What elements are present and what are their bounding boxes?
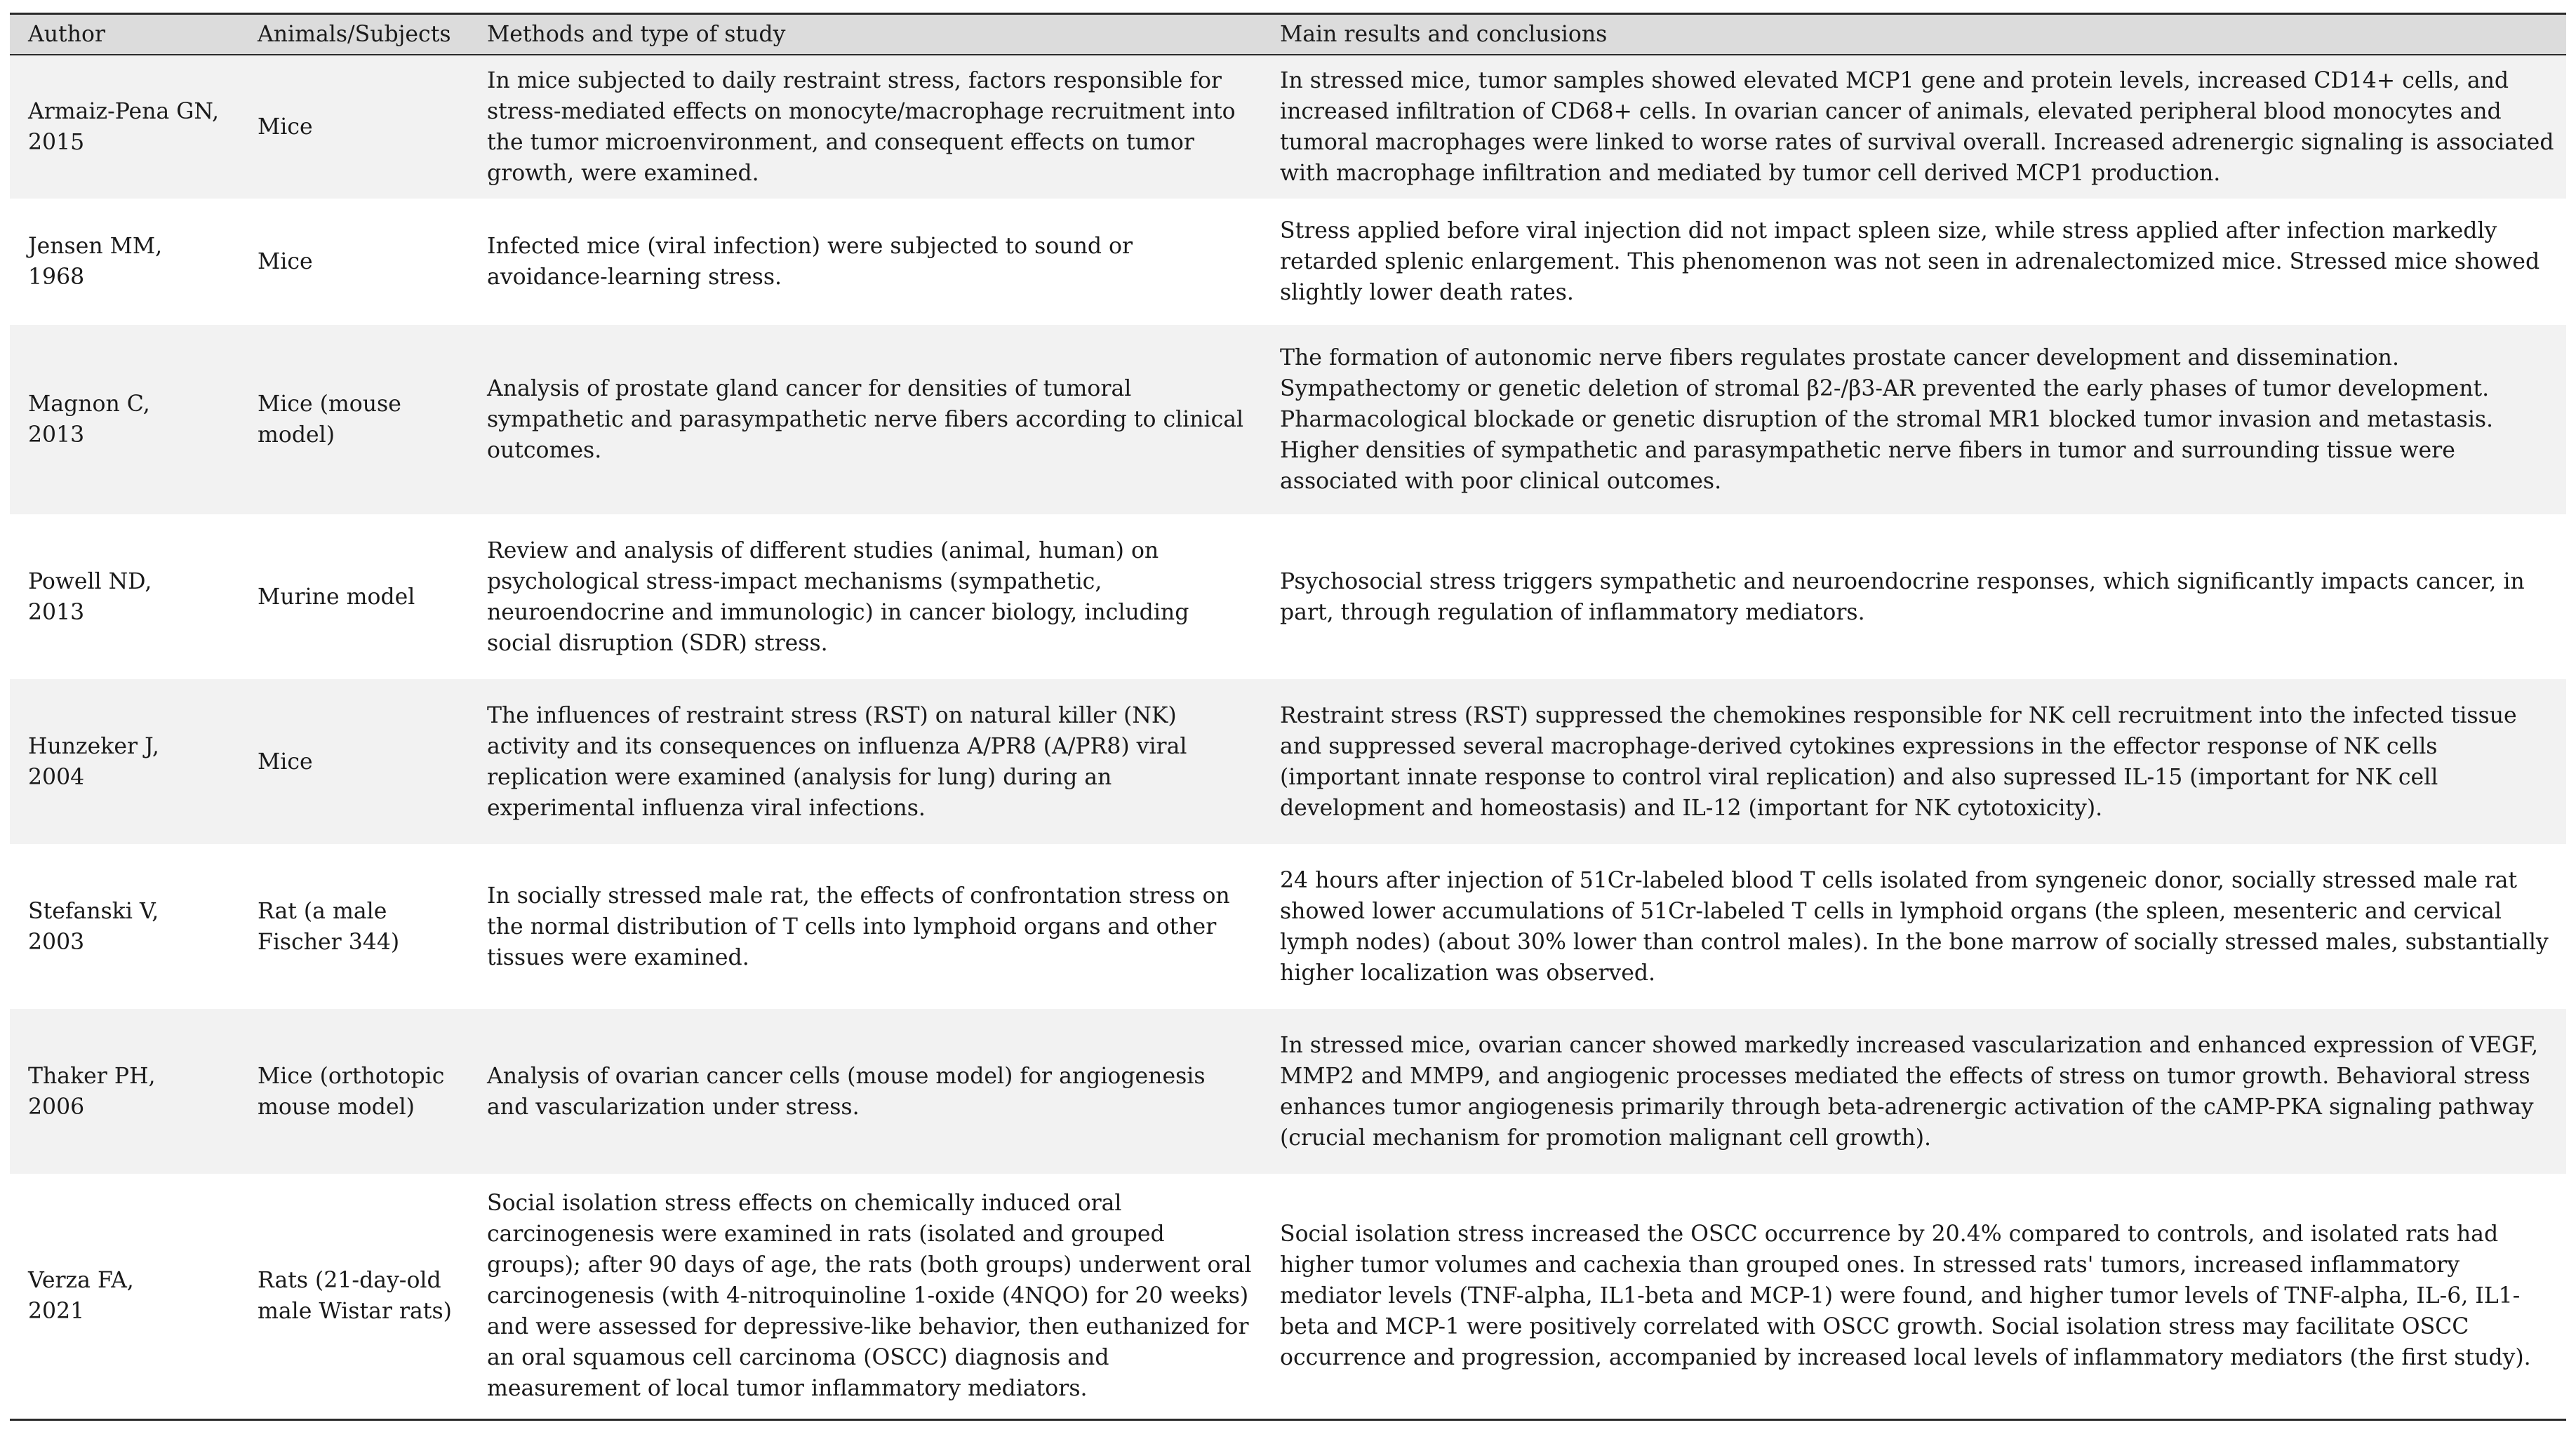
table-header (10, 14, 2566, 55)
author-name: Verza FA, (28, 1268, 134, 1294)
studies-table-container (10, 13, 2566, 1421)
cell-author (10, 844, 239, 1009)
header-subjects: Animals/Subjects (239, 14, 469, 55)
author-year: 2004 (28, 764, 85, 790)
cell-methods: Analysis of prostate gland cancer for densities of tumoral sympathetic and parasympathetic nerve fibers according to clinical outcomes. (487, 376, 1244, 463)
table-row (10, 1174, 2566, 1419)
author-name: Thaker PH, (28, 1063, 156, 1089)
table-row (10, 1009, 2566, 1174)
cell-methods: Review and analysis of different studies (animal, human) on psychological stress-impact mechanisms (sympathetic, neuroendocrine and immunologic) in cancer biology, including social disruption (SDR) stress. (487, 537, 1189, 656)
header-row (10, 14, 2566, 55)
cell-subjects: Mice (mouse model) (258, 392, 401, 448)
author-year: 2013 (28, 422, 85, 448)
cell-results: The formation of autonomic nerve fibers regulates prostate cancer development and dissemination. Sympathectomy or genetic deletion of stromal β2-/β3-AR prevented the early phases of tumor development. Pharmacological blockade or genetic disruption of the stromal MR1 blocked tumor invasion and metastasis. Higher densities of sympathetic and parasympathetic nerve fibers in tumor and surrounding tissue were associated with poor clinical outcomes. (1280, 345, 2494, 494)
author-name: Jensen MM, (28, 234, 163, 259)
cell-subjects: Mice (orthotopic mouse model) (258, 1063, 445, 1120)
cell-author (10, 679, 239, 844)
author-name: Hunzeker J, (28, 733, 159, 759)
cell-methods: In socially stressed male rat, the effects of confrontation stress on the normal distribution of T cells into lymphoid organs and other tissues were examined. (487, 883, 1230, 970)
author-name: Stefanski V, (28, 898, 159, 924)
cell-methods: Analysis of ovarian cancer cells (mouse model) for angiogenesis and vascularization under stress. (487, 1063, 1206, 1120)
studies-table (10, 13, 2566, 1421)
author-year: 2013 (28, 599, 85, 625)
table-row (10, 679, 2566, 844)
table-row (10, 844, 2566, 1009)
cell-methods: Infected mice (viral infection) were subjected to sound or avoidance-learning stress. (487, 234, 1133, 290)
cell-methods: The influences of restraint stress (RST) on natural killer (NK) activity and its consequences on influenza A/PR8 (A/PR8) viral replication were examined (analysis for lung) during an experimental influenza viral infections. (487, 702, 1187, 821)
cell-results: Stress applied before viral injection did not impact spleen size, while stress applied after infection markedly retarded splenic enlargement. This phenomenon was not seen in adrenalectomized mice. Stressed mice showed slightly lower death rates. (1280, 218, 2540, 305)
header-results: Main results and conclusions (1262, 14, 2566, 55)
table-row (10, 325, 2566, 514)
cell-results: In stressed mice, tumor samples showed elevated MCP1 gene and protein levels, increased CD14+ cells, and increased infiltration of CD68+ cells. In ovarian cancer of animals, elevated peripheral blood monocytes and tumoral macrophages were linked to worse rates of survival overall. Increased adrenergic signaling is associated with macrophage infiltration and mediated by tumor cell derived MCP1 production. (1280, 68, 2554, 186)
author-name: Magnon C, (28, 392, 150, 417)
cell-subjects: Mice (258, 249, 313, 274)
author-year: 1968 (28, 265, 85, 290)
cell-subjects: Mice (258, 749, 313, 775)
cell-author (10, 199, 239, 325)
author-year: 2021 (28, 1299, 85, 1325)
cell-results: 24 hours after injection of 51Cr-labeled blood T cells isolated from syngeneic donor, socially stressed male rat showed lower accumulations of 51Cr-labeled T cells in lymphoid organs (the spleen, mesenteric and cervical lymph nodes) (about 30% lower than control males). In the bone marrow of socially stressed males, substantially higher localization was observed. (1280, 867, 2549, 986)
author-name: Powell ND, (28, 568, 152, 594)
table-row (10, 55, 2566, 199)
table-row (10, 514, 2566, 679)
cell-subjects: Mice (258, 114, 313, 140)
author-name: Armaiz-Pena GN, (28, 99, 219, 124)
header-methods: Methods and type of study (469, 14, 1262, 55)
table-row (10, 199, 2566, 325)
cell-author (10, 325, 239, 514)
author-year: 2006 (28, 1094, 85, 1120)
author-year: 2015 (28, 130, 85, 155)
cell-methods: Social isolation stress effects on chemically induced oral carcinogenesis were examined in rats (isolated and grouped groups); after 90 days of age, the rats (both groups) underwent oral carcinogenesis (with 4-nitroquinoline 1-oxide (4NQO) for 20 weeks) and were assessed for depressive-like behavior, then euthanized for an oral squamous cell carcinoma (OSCC) diagnosis and measurement of local tumor inflammatory mediators. (469, 1174, 1262, 1419)
cell-results: In stressed mice, ovarian cancer showed markedly increased vascularization and enhanced expression of VEGF, MMP2 and MMP9, and angiogenic processes mediated the effects of stress on tumor growth. Behavioral stress enhances tumor angiogenesis primarily through beta-adrenergic activation of the cAMP-PKA signaling pathway (crucial mechanism for promotion malignant cell growth). (1280, 1032, 2539, 1151)
author-year: 2003 (28, 929, 85, 955)
cell-author (10, 55, 239, 199)
cell-author (10, 514, 239, 679)
cell-results: Social isolation stress increased the OSCC occurrence by 20.4% compared to controls, and isolated rats had higher tumor volumes and cachexia than grouped ones. In stressed rats' tumors, increased inflammatory mediator levels (TNF-alpha, IL1-beta and MCP-1) were found, and higher tumor levels of TNF-alpha, IL-6, IL1-beta and MCP-1 were positively correlated with OSCC growth. Social isolation stress may facilitate OSCC occurrence and progression, accompanied by increased local levels of inflammatory mediators (the first study). (1262, 1174, 2566, 1419)
cell-subjects: Rat (a male Fischer 344) (258, 898, 400, 955)
cell-methods: In mice subjected to daily restraint stress, factors responsible for stress-mediated effects on monocyte/macrophage recruitment into the tumor microenvironment, and consequent effects on tumor growth, were examined. (487, 68, 1236, 186)
cell-results: Restraint stress (RST) suppressed the chemokines responsible for NK cell recruitment into the infected tissue and suppressed several macrophage-derived cytokines expressions in the effector response of NK cells (important innate response to control viral replication) and also supressed IL-15 (important for NK cell development and homeostasis) and IL-12 (important for NK cytotoxicity). (1280, 702, 2517, 821)
table-body (10, 55, 2566, 1419)
cell-results: Psychosocial stress triggers sympathetic and neuroendocrine responses, which significantly impacts cancer, in part, through regulation of inflammatory mediators. (1280, 568, 2525, 625)
cell-author (10, 1009, 239, 1174)
header-author: Author (10, 14, 239, 55)
cell-subjects: Rats (21-day-old male Wistar rats) (239, 1174, 469, 1419)
cell-author (10, 1174, 239, 1419)
cell-subjects: Murine model (258, 584, 415, 610)
